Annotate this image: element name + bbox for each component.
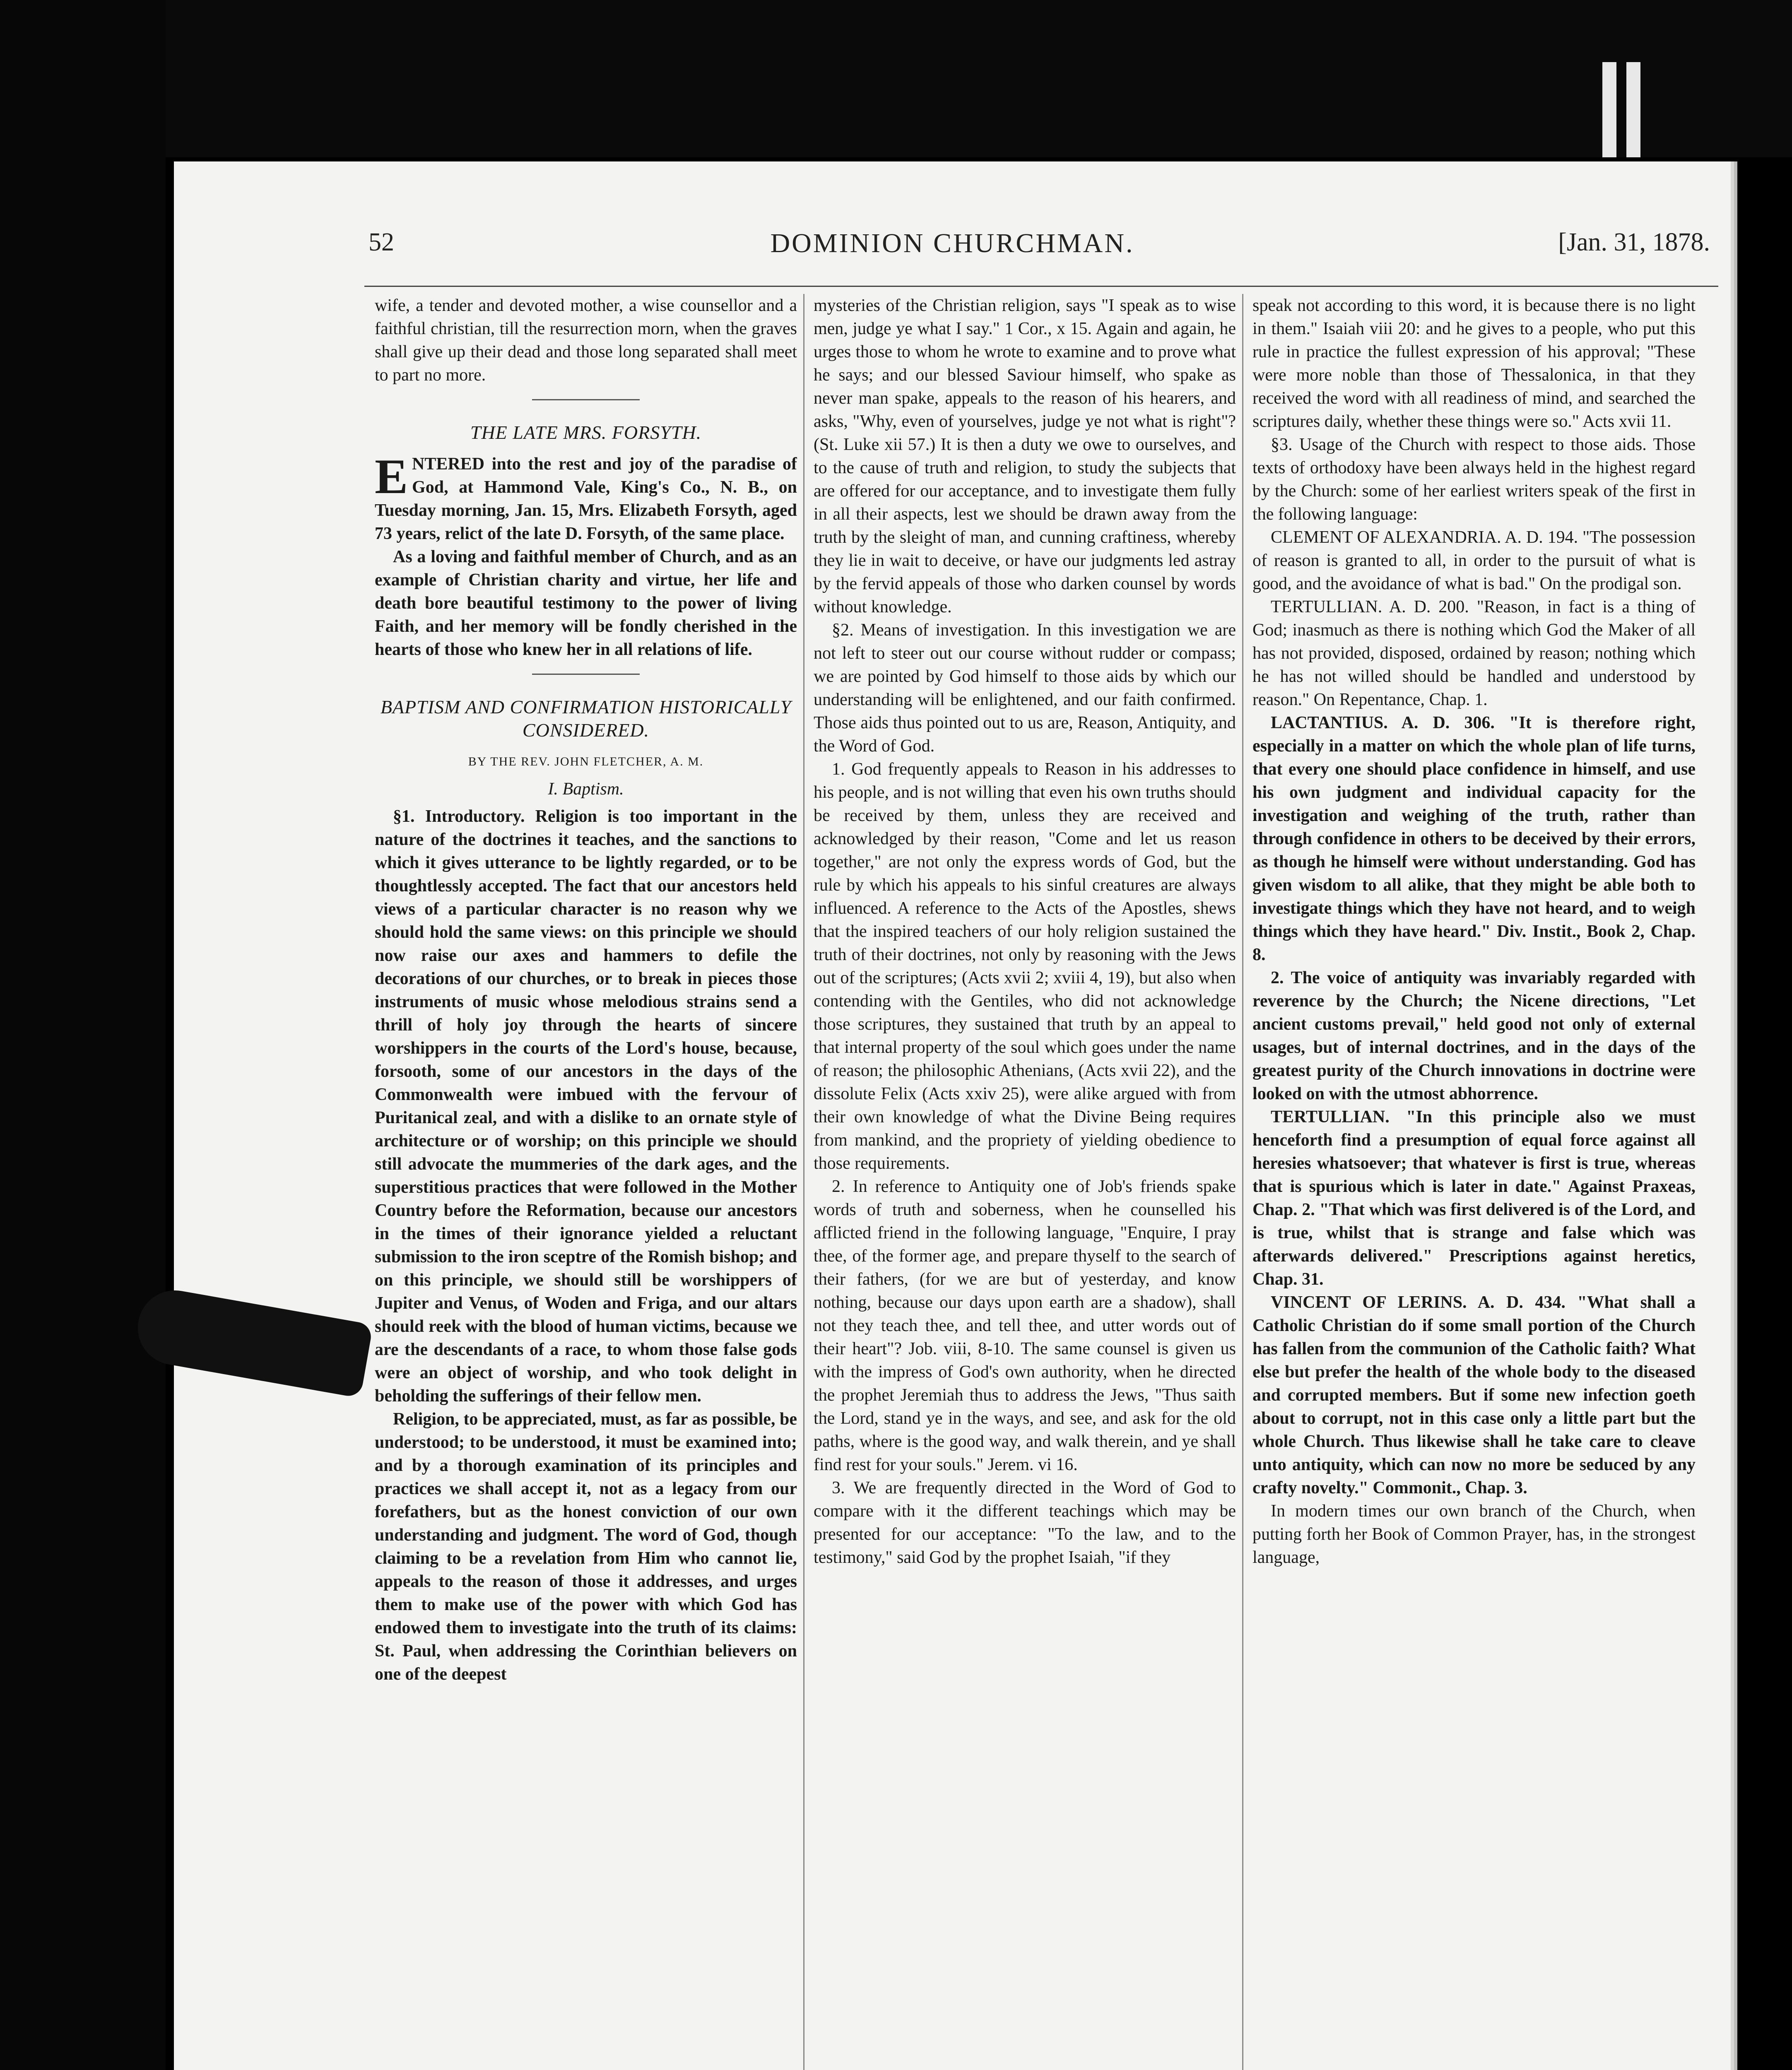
- section-rule: [532, 674, 640, 675]
- page-header: [174, 228, 1731, 277]
- article-paragraph: 3. We are frequently directed in the Word of God to compare with it the different teachings which may be presented for our acceptance: "To the law, and to the testimony," said God by the prophet Isaiah, "if they: [814, 1478, 1236, 1567]
- page-number: 52: [369, 228, 394, 256]
- drop-cap: E: [375, 449, 408, 504]
- obituary-paragraph: As a loving and faithful member of Church, and as an example of Christian charity and virtue, her life and death bore beautiful testimony to the power of living Faith, and her memory will be fondly cherished in the hearts of those who knew her in all relations of life.: [375, 547, 797, 659]
- section-rule: [532, 399, 640, 400]
- film-marker-top: [1602, 62, 1648, 157]
- column-3: [1252, 294, 1696, 2070]
- article-paragraph: speak not according to this word, it is because there is no light in them." Isaiah viii 20: and he gives to a people, who put this rule in practice the fullest expression of his approval; "These were more noble than those of Thessalonica, in that they received the word with all readiness of mind, and searched the scriptures daily, whether these things were so." Acts xvii 11.: [1252, 296, 1696, 431]
- article-paragraph: 2. In reference to Antiquity one of Job's friends spake words of truth and soberness, when he counselled his afflicted friend in the following language, "Enquire, I pray thee, of the former age, and prepare thyself to the search of their fathers, (for we are but of yesterday, and know nothing, because our days upon earth are a shadow), shall not they teach thee, and tell thee, and utter words out of their heart"? Job. viii, 8-10. The same counsel is given us with the impress of God's own authority, when he directed the prophet Jeremiah thus to address the Jews, "Thus saith the Lord, stand ye in the ways, and see, and ask for the old paths, where is the good way, and walk therein, and ye shall find rest for your souls." Jerem. vi 16.: [814, 1177, 1236, 1474]
- article-paragraph: CLEMENT OF ALEXANDRIA. A. D. 194. "The possession of reason is granted to all, in order to the pursuit of what is good, and the avoidance of what is bad." On the prodigal son.: [1252, 528, 1696, 593]
- article-paragraph: 1. God frequently appeals to Reason in his addresses to his people, and is not willing that even his own truths should be received by them, unless they are received and acknowledged by their reason, "Come and let us reason together," are not only the express words of God, but the rule by which his appeals to his sinful creatures are always influenced. A reference to the Acts of the Apostles, shews that the inspired teachers of our holy religion sustained the truth of their doctrines, not only by reasoning with the Jews out of the scriptures; (Acts xvii 2; xviii 4, 19), but also when contending with the Gentiles, who did not acknowledge those scriptures, they sustained that truth by an appeal to that internal property of the soul which goes under the name of reason; the philosophic Athenians, (Acts xvii 22), and the dissolute Felix (Acts xxiv 25), were alike argued with from their own knowledge of what the Divine Being requires from mankind, and the propriety of yielding obedience to those requirements.: [814, 760, 1236, 1173]
- article-paragraph: 2. The voice of antiquity was invariably regarded with reverence by the Church; the Nicene directions, "Let ancient customs prevail," held good not only of external usages, but of internal doctrines, and in the days of the greatest purity of the Church innovations in doctrine were looked on with the utmost abhorrence.: [1252, 968, 1696, 1103]
- header-rule: [364, 286, 1718, 287]
- article-paragraph: Religion, to be appreciated, must, as far as possible, be understood; to be understood, it must be examined into; and by a thorough examination of its principles and practices we shall accept it, not as a legacy from our forefathers, but as the honest conviction of our own understanding and judgment. The word of God, though claiming to be a revelation from Him who cannot lie, appeals to the reason of those it addresses, and urges them to make use of the power with which God has endowed them to investigate into the truth of its claims: St. Paul, when addressing the Corinthian believers on one of the deepest: [375, 1410, 797, 1684]
- section-heading: I. Baptism.: [548, 780, 624, 799]
- newspaper-page: [174, 161, 1731, 2070]
- article-paragraph: LACTANTIUS. A. D. 306. "It is therefore right, especially in a matter on which the whole plan of life turns, that every one should place confidence in himself, and use his own judgment and individual capacity for the investigation and weighing of the truth, rather than through confidence in others to be deceived by their errors, as though he himself were without understanding. God has given wisdom to all alike, that they might be able both to investigate things which they have not heard, and to weigh things which they have heard." Div. Instit., Book 2, Chap. 8.: [1252, 713, 1696, 964]
- article-paragraph: In modern times our own branch of the Church, when putting forth her Book of Common Prayer, has, in the strongest language,: [1252, 1502, 1696, 1567]
- article-paragraph: mysteries of the Christian religion, says "I speak as to wise men, judge ye what I say." 1 Cor., x 15. Again and again, he urges those to whom he wrote to examine and to prove what he says; and our blessed Saviour himself, who spake as never man spake, appeals to the reason of his hearers, and asks, "Why, even of yourselves, judge ye not what is right"? (St. Luke xii 57.) It is then a duty we owe to ourselves, and to the cause of truth and religion, to study the subjects that are offered for our acceptance, and to investigate them fully in all their aspects, lest we should be drawn away from the truth by the sleight of man, and cunning craftiness, whereby they lie in wait to deceive, or have our judgments led astray by the fervid appeals of those who darken counsel by words without knowledge.: [814, 296, 1236, 616]
- article-paragraph: §2. Means of investigation. In this investigation we are not left to steer out our course without rudder or compass; we are pointed by God himself to those aids by which our understanding will be enlightened, and our faith confirmed. Those aids thus pointed out to us are, Reason, Antiquity, and the Word of God.: [814, 621, 1236, 756]
- column-divider: [803, 294, 804, 2070]
- article-paragraph: TERTULLIAN. A. D. 200. "Reason, in fact is a thing of God; inasmuch as there is nothing which God the Maker of all has not provided, disposed, ordained by reason; nothing which he has not willed should be handled and understood by reason." On Repentance, Chap. 1.: [1252, 597, 1696, 709]
- article-title: BAPTISM AND CONFIRMATION HISTORICALLY CONSIDERED.: [380, 696, 792, 741]
- column-1: [375, 294, 797, 2070]
- scan-background-left: [0, 0, 166, 2070]
- article-paragraph: §1. Introductory. Religion is too important in the nature of the doctrines it teaches, and the sanctions to which it gives utterance to be lightly regarded, or to be thoughtlessly accepted. The fact that our ancestors held views of a particular character is no reason why we should hold the same views: on this principle we should now raise our axes and hammers to defile the decorations of our churches, or to break in pieces those instruments of music whose melodious strains send a thrill of holy joy through the hearts of sincere worshippers in the courts of the Lord's house, because, forsooth, some of our ancestors in the days of the Commonwealth were imbued with the fervour of Puritanical zeal, and with a dislike to an ornate style of architecture or of worship; on this principle we should still advocate the mummeries of the dark ages, and the superstitious practices that were followed in the Mother Country before the Reformation, because our ancestors in the times of their ignorance yielded a reluctant submission to the iron sceptre of the Romish bishop; and on this principle, we should still be worshippers of Jupiter and Venus, of Woden and Friga, and our altars should reek with the blood of human victims, because we are the descendants of a race, to whom those false gods were an object of worship, and who took delight in beholding the sufferings of their fellow men.: [375, 807, 797, 1406]
- obituary-continuation: wife, a tender and devoted mother, a wise counsellor and a faithful christian, till the resurrection morn, when the graves shall give up their dead and those long separated shall meet to part no more.: [375, 296, 797, 385]
- masthead: DOMINION CHURCHMAN.: [770, 228, 1134, 258]
- article-paragraph: TERTULLIAN. "In this principle also we must henceforth find a presumption of equal force against all heresies whatsoever; that whatever is first is true, whereas that is spurious which is later in date." Against Praxeas, Chap. 2. "That which was first delivered is of the Lord, and is true, whilst that is strange and false which was afterwards delivered." Prescriptions against heretics, Chap. 31.: [1252, 1107, 1696, 1289]
- article-paragraph: VINCENT OF LERINS. A. D. 434. "What shall a Catholic Christian do if some small portion of the Church has fallen from the communion of the Catholic faith? What else but prefer the health of the whole body to the diseased and corrupted members. But if some new infection goeth about to corrupt, not in this case only a little part but the whole Church. Thus likewise shall he take care to cleave unto antiquity, which can now no more be seduced by any crafty novelty." Commonit., Chap. 3.: [1252, 1293, 1696, 1497]
- article-paragraph: §3. Usage of the Church with respect to those aids. Those texts of orthodoxy have been always held in the highest regard by the Church: some of her earliest writers speak of the first in the following language:: [1252, 435, 1696, 524]
- article-byline: BY THE REV. JOHN FLETCHER, A. M.: [468, 755, 704, 768]
- issue-date: [Jan. 31, 1878.: [1558, 228, 1710, 256]
- scan-background-top: [0, 0, 1792, 157]
- obituary-paragraph: ENTERED into the rest and joy of the paradise of God, at Hammond Vale, King's Co., N. B., on Tuesday morning, Jan. 15, Mrs. Elizabeth Forsyth, aged 73 years, relict of the late D. Forsyth, of the same place.: [375, 449, 797, 543]
- column-2: [814, 294, 1236, 2070]
- column-divider: [1242, 294, 1243, 2070]
- obituary-title: THE LATE MRS. FORSYTH.: [470, 422, 702, 443]
